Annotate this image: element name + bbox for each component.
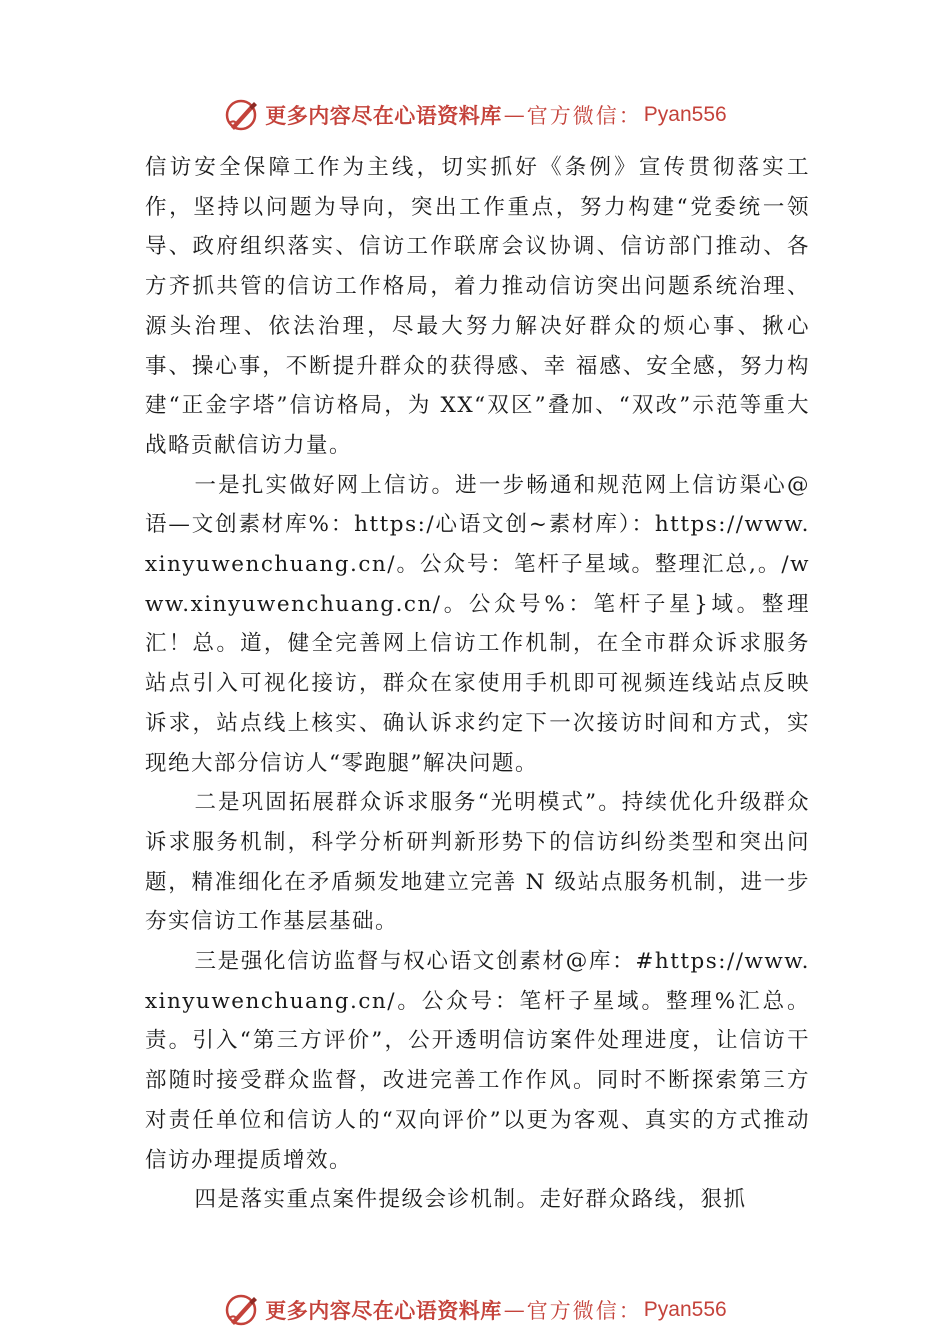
banner-separator: — [503,1298,525,1322]
banner-wechat-label: 官方微信： [526,104,642,128]
banner-title: 更多内容尽在心语资料库 [265,1298,502,1323]
footer-banner [0,1290,950,1330]
banner-separator: — [503,103,525,127]
document-body [145,148,810,1220]
paragraph-5: 四是落实重点案件提级会诊机制。走好群众路线，狠抓 [194,1187,747,1213]
pen-logo-icon [223,97,259,133]
header-banner [0,95,950,135]
paragraph-3: 二是巩固拓展群众诉求服务“光明模式”。持续优化升级群众诉求服务机制，科学分析研判新形势下的信访纠纷类型和突出问题，精准细化在矛盾频发地建立完善 N 级站点服务机制，进一步夯实信访工作基层基础。 [145,790,810,935]
pen-logo-icon [223,1292,259,1328]
paragraph-2: 一是扎实做好网上信访。进一步畅通和规范网上信访渠心@语—文创素材库%：https:/心语文创~素材库）：https://www.xinyuwenchuang.cn/。公众号：笔杆子星域。整理汇总,。/www.xinyuwenchuang.cn/。公众号%：笔杆子星}域。整理汇！总。道，健全完善网上信访工作机制，在全市群众诉求服务站点引入可视化接访，群众在家使用手机即可视频连线站点反映诉求，站点线上核实、确认诉求约定下一次接访时间和方式，实现绝大部分信访人“零跑腿”解决问题。 [145,472,810,776]
banner-wechat-label: 官方微信： [526,1299,642,1323]
banner-title: 更多内容尽在心语资料库 [265,103,502,128]
banner-wechat-id: Pyan556 [643,103,727,126]
paragraph-1: 信访安全保障工作为主线，切实抓好《条例》宣传贯彻落实工作，坚持以问题为导向，突出工作重点，努力构建“党委统一领导、政府组织落实、信访工作联席会议协调、信访部门推动、各方齐抓共管的信访工作格局，着力推动信访突出问题系统治理、源头治理、依法治理，尽最大努力解决好群众的烦心事、揪心事、操心事，不断提升群众的获得感、幸 福感、安全感，努力构建“正金字塔”信访格局，为 XX“双区”叠加、“双改”示范等重大战略贡献信访力量。 [145,155,810,458]
banner-wechat-id: Pyan556 [643,1298,727,1321]
paragraph-4: 三是强化信访监督与权心语文创素材@库：#https://www.xinyuwenchuang.cn/。公众号：笔杆子星域。整理%汇总。责。引入“第三方评价”，公开透明信访案件处理进度，让信访干部随时接受群众监督，改进完善工作作风。同时不断探索第三方对责任单位和信访人的“双向评价”以更为客观、真实的方式推动信访办理提质增效。 [145,949,810,1173]
